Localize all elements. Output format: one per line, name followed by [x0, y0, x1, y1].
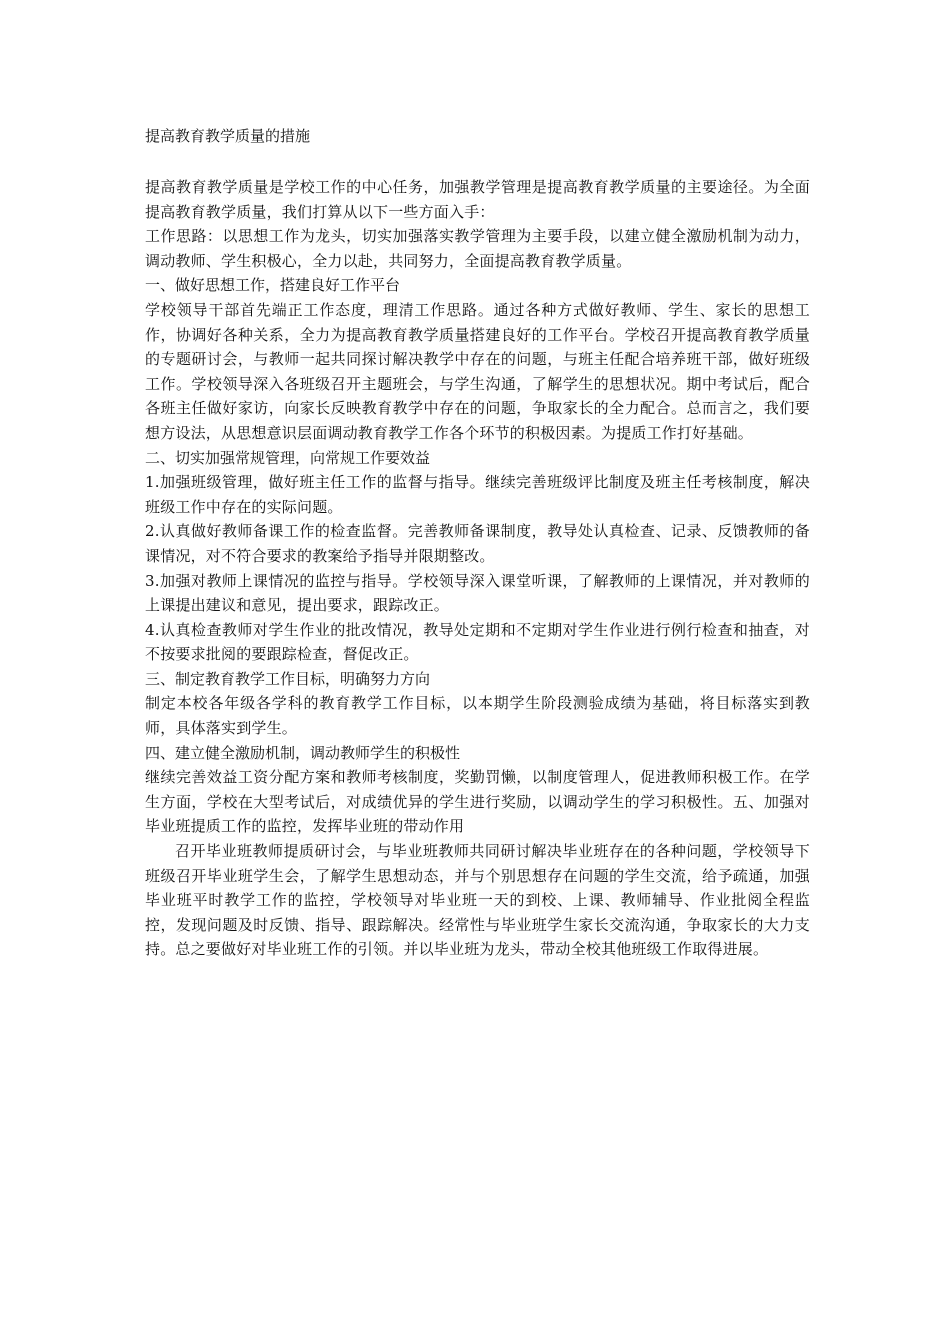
section-2-item-3: 3.加强对教师上课情况的监控与指导。学校领导深入课堂听课，了解教师的上课情况，并对教师的上课提出建议和意见，提出要求，跟踪改正。 — [145, 571, 810, 615]
work-approach-paragraph: 工作思路：以思想工作为龙头，切实加强落实教学管理为主要手段，以建立健全激励机制为动力，调动教师、学生积极心，全力以赴，共同努力，全面提高教育教学质量。 — [145, 227, 810, 270]
section-2-item-4: 4.认真检查教师对学生作业的批改情况，教导处定期和不定期对学生作业进行例行检查和抽查，对不按要求批阅的要跟踪检查，督促改正。 — [145, 620, 810, 664]
section-4-paragraph: 继续完善效益工资分配方案和教师考核制度，奖勤罚懒，以制度管理人，促进教师积极工作。在学生方面，学校在大型考试后，对成绩优异的学生进行奖励，以调动学生的学习积极性。五、加强对毕业班提质工作的监控，发挥毕业班的带动作用 — [145, 768, 810, 836]
section-1-paragraph: 学校领导干部首先端正工作态度，理清工作思路。通过各种方式做好教师、学生、家长的思想工作，协调好各种关系，全力为提高教育教学质量搭建良好的工作平台。学校召开提高教育教学质量的专题研讨会，与教师一起共同探讨解决教学中存在的问题，与班主任配合培养班干部，做好班级工作。学校领导深入各班级召开主题班会，与学生沟通，了解学生的思想状况。期中考试后，配合各班主任做好家访，向家长反映教育教学中存在的问题，争取家长的全力配合。总而言之，我们要想方设法，从思想意识层面调动教育教学工作各个环节的积极因素。为提质工作打好基础。 — [145, 300, 810, 442]
section-5-paragraph: 召开毕业班教师提质研讨会，与毕业班教师共同研讨解决毕业班存在的各种问题，学校领导下班级召开毕业班学生会，了解学生思想动态，并与个别思想存在问题的学生交流，给予疏通，加强毕业班平时教学工作的监控，学校领导对毕业班一天的到校、上课、教师辅导、作业批阅全程监控，发现问题及时反馈、指导、跟踪解决。经常性与毕业班学生家长交流沟通，争取家长的大力支持。总之要做好对毕业班工作的引领。并以毕业班为龙头，带动全校其他班级工作取得进展。 — [145, 842, 810, 959]
section-2-item-1: 1.加强班级管理，做好班主任工作的监督与指导。继续完善班级评比制度及班主任考核制度，解决班级工作中存在的实际问题。 — [145, 473, 810, 516]
intro-paragraph: 提高教育教学质量是学校工作的中心任务，加强教学管理是提高教育教学质量的主要途径。为全面提高教育教学质量，我们打算从以下一些方面入手： — [145, 178, 810, 221]
section-heading-4: 四、建立健全激励机制，调动教师学生的积极性 — [145, 743, 461, 762]
document-title: 提高教育教学质量的措施 — [145, 127, 311, 145]
section-heading-3: 三、制定教育教学工作目标，明确努力方向 — [145, 669, 431, 688]
section-3-paragraph: 制定本校各年级各学科的教育教学工作目标，以本期学生阶段测验成绩为基础，将目标落实到教师，具体落实到学生。 — [145, 694, 810, 738]
section-heading-2: 二、切实加强常规管理，向常规工作要效益 — [145, 448, 431, 467]
document-body — [145, 175, 810, 962]
section-2-item-2: 2.认真做好教师备课工作的检查监督。完善教师备课制度，教导处认真检查、记录、反馈教师的备课情况，对不符合要求的教案给予指导并限期整改。 — [145, 522, 810, 565]
section-heading-1: 一、做好思想工作，搭建良好工作平台 — [145, 276, 401, 295]
